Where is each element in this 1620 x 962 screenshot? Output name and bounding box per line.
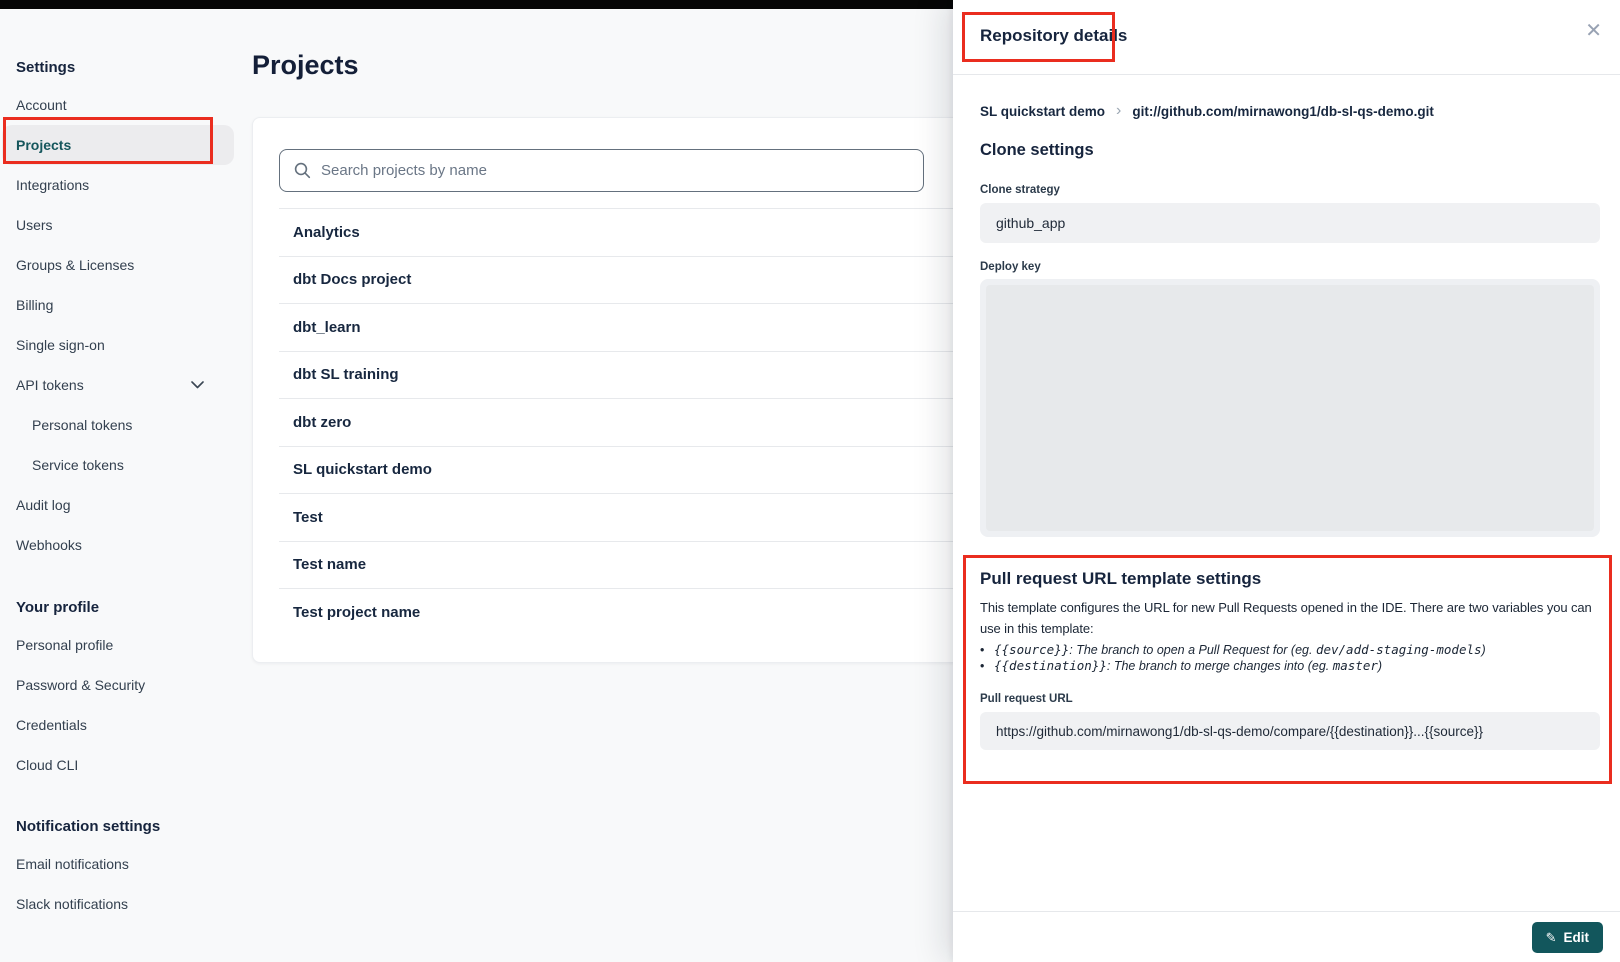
clone-strategy-field[interactable] — [980, 203, 1600, 243]
breadcrumb-repo-url: git://github.com/mirnawong1/db-sl-qs-demo.git — [1132, 103, 1434, 119]
pr-template-heading: Pull request URL template settings — [980, 569, 1262, 588]
drawer-title: Repository details — [980, 26, 1128, 45]
project-row-analytics[interactable]: Analytics — [279, 208, 1567, 256]
page-title: Projects — [252, 50, 359, 80]
search-box[interactable] — [279, 149, 924, 192]
project-row-dbt-sl-training[interactable]: dbt SL training — [279, 351, 1567, 399]
sidebar-item-single-sign-on[interactable]: Single sign-on — [16, 337, 105, 353]
pull-request-url-label: Pull request URL — [980, 693, 1073, 705]
pr-variable-source: • {{source}}: The branch to open a Pull Request for (eg. dev/add-staging-models) — [980, 642, 1486, 657]
project-row-dbt-docs-project[interactable]: dbt Docs project — [279, 256, 1567, 304]
sidebar-item-slack-notifications[interactable]: Slack notifications — [16, 896, 129, 912]
deploy-key-masked-value — [986, 285, 1594, 531]
settings-sidebar — [0, 9, 240, 924]
sidebar-item-service-tokens[interactable]: Service tokens — [32, 457, 124, 473]
bullet-icon: • — [980, 659, 985, 673]
sidebar-item-personal-tokens[interactable]: Personal tokens — [32, 417, 133, 433]
breadcrumb — [980, 103, 1600, 119]
project-row-dbt-zero[interactable]: dbt zero — [279, 398, 1567, 446]
sidebar-item-account[interactable]: Account — [16, 97, 67, 113]
sidebar-item-users[interactable]: Users — [16, 217, 53, 233]
sidebar-item-audit-log[interactable]: Audit log — [16, 497, 71, 513]
project-row-sl-quickstart-demo[interactable]: SL quickstart demo — [279, 446, 1567, 494]
bullet-icon: • — [980, 643, 985, 657]
sidebar-item-integrations[interactable]: Integrations — [16, 177, 90, 193]
deploy-key-field[interactable] — [980, 279, 1600, 537]
deploy-key-label: Deploy key — [980, 261, 1041, 273]
clone-settings-heading: Clone settings — [980, 141, 1094, 159]
sidebar-item-credentials[interactable]: Credentials — [16, 717, 87, 733]
edit-button[interactable] — [1532, 922, 1603, 953]
sidebar-item-password-security[interactable]: Password & Security — [16, 677, 146, 693]
search-input[interactable] — [321, 150, 923, 191]
sidebar-item-personal-profile[interactable]: Personal profile — [16, 637, 114, 653]
sidebar-heading-settings: Settings — [16, 59, 76, 76]
drawer-footer — [953, 911, 1620, 962]
sidebar-item-email-notifications[interactable]: Email notifications — [16, 856, 129, 872]
drawer-body — [953, 75, 1620, 750]
sidebar-heading-your-profile: Your profile — [16, 599, 100, 616]
sidebar-item-groups-licenses[interactable]: Groups & Licenses — [16, 257, 135, 273]
sidebar-item-billing[interactable]: Billing — [16, 297, 54, 313]
chevron-down-icon — [191, 381, 204, 389]
edit-button-label: Edit — [1563, 930, 1589, 945]
close-icon[interactable]: ✕ — [1585, 20, 1602, 42]
pull-request-url-field[interactable] — [980, 712, 1600, 750]
search-icon — [294, 162, 311, 179]
pull-request-url-value: https://github.com/mirnawong1/db-sl-qs-demo/compare/{{destination}}...{{source}} — [996, 723, 1484, 739]
clone-strategy-label: Clone strategy — [980, 184, 1060, 196]
drawer-header — [953, 0, 1620, 75]
sidebar-item-projects[interactable]: Projects — [2, 125, 234, 165]
project-row-test[interactable]: Test — [279, 493, 1567, 541]
pr-variable-list — [980, 642, 1600, 674]
project-row-test-name[interactable]: Test name — [279, 541, 1567, 589]
pencil-icon: ✎ — [1545, 929, 1557, 945]
pr-template-description: This template configures the URL for new Pull Requests opened in the IDE. There are two variables you can use in this template: — [980, 600, 1592, 636]
sidebar-item-webhooks[interactable]: Webhooks — [16, 537, 82, 553]
sidebar-heading-notification-settings: Notification settings — [16, 818, 161, 835]
repository-details-drawer — [953, 0, 1620, 962]
project-row-test-project-name[interactable]: Test project name — [279, 588, 1567, 636]
project-row-dbt-learn[interactable]: dbt_learn — [279, 303, 1567, 351]
clone-strategy-value: github_app — [996, 215, 1066, 231]
sidebar-item-label: API tokens — [16, 377, 84, 393]
pull-request-settings-section — [980, 569, 1600, 750]
breadcrumb-project[interactable]: SL quickstart demo — [980, 103, 1106, 119]
sidebar-item-api-tokens[interactable] — [0, 365, 240, 405]
chevron-right-icon: › — [1116, 102, 1122, 119]
pr-variable-destination: • {{destination}}: The branch to merge changes into (eg. master) — [980, 658, 1383, 673]
sidebar-item-cloud-cli[interactable]: Cloud CLI — [16, 757, 79, 773]
